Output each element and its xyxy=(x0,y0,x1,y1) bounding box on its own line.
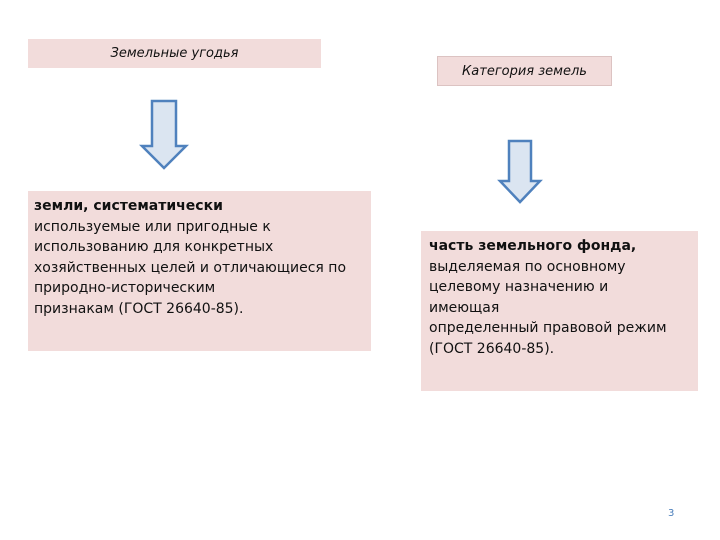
right-title-box xyxy=(437,56,612,86)
left-description-box xyxy=(28,191,371,351)
page-number: 3 xyxy=(668,508,675,519)
right-description-line: имеющая xyxy=(429,299,500,316)
left-description-lead: земли, систематически xyxy=(34,198,223,214)
left-description-line: хозяйственных целей и отличающиеся по xyxy=(34,259,347,276)
right-description-line: (ГОСТ 26640-85). xyxy=(429,340,555,357)
right-title: Категория земель xyxy=(462,63,587,79)
left-down-arrow-icon xyxy=(139,99,189,171)
left-description-line: признакам (ГОСТ 26640-85). xyxy=(34,300,244,317)
left-description-line: природно-историческим xyxy=(34,280,216,296)
left-description-line: используемые или пригодные к xyxy=(34,218,271,235)
right-description-line: целевому назначению и xyxy=(429,279,609,295)
left-title: Земельные угодья xyxy=(110,46,239,61)
right-description-line: определенный правовой режим xyxy=(429,320,667,336)
right-down-arrow-icon xyxy=(497,139,543,205)
right-description-lead: часть земельного фонда, xyxy=(429,238,637,254)
left-title-box xyxy=(28,39,321,68)
left-description-line: использованию для конкретных xyxy=(34,239,274,255)
right-description-box xyxy=(421,231,698,391)
right-description-line: выделяемая по основному xyxy=(429,258,626,275)
